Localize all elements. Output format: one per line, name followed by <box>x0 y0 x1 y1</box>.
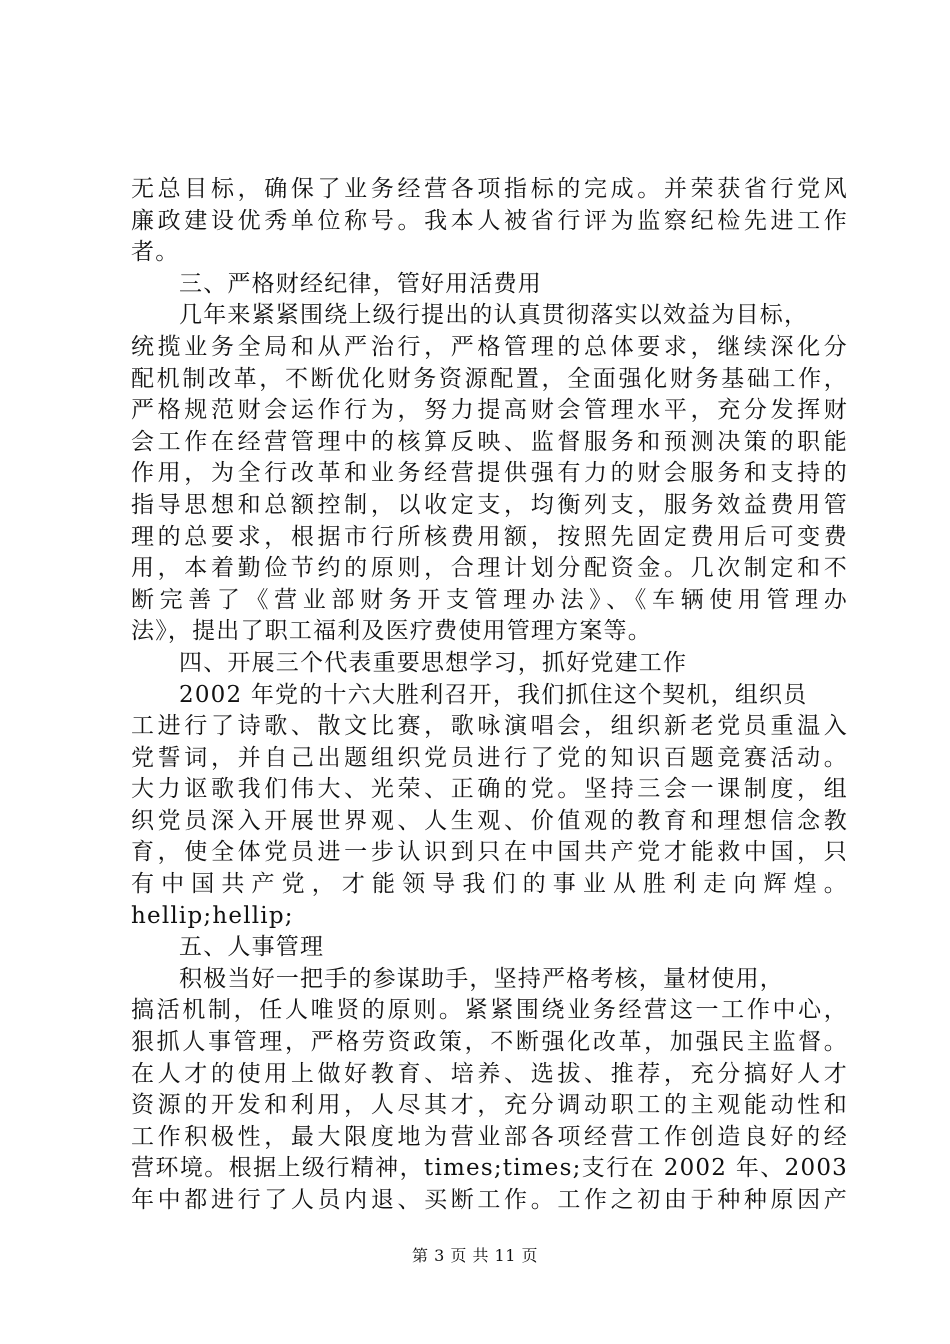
text-line: 用，本着勤俭节约的原则，合理计划分配资金。几次制定和不 <box>131 555 848 582</box>
text-line: 无总目标，确保了业务经营各项指标的完成。并荣获省行党风 <box>131 176 848 202</box>
text-line: 统揽业务全局和从严治行，严格管理的总体要求，继续深化分 <box>131 333 848 360</box>
text-line: 搞活机制，任人唯贤的原则。紧紧围绕业务经营这一工作中心， <box>131 997 848 1024</box>
text-line: 会工作在经营管理中的核算反映、监督服务和预测决策的职能 <box>131 428 848 455</box>
document-body <box>131 174 848 1217</box>
text-line: 作用，为全行改革和业务经营提供强有力的财会服务和支持的 <box>131 460 848 487</box>
text-line: 指导思想和总额控制，以收定支，均衡列支，服务效益费用管 <box>131 491 848 518</box>
text-line: 2002 年党的十六大胜利召开，我们抓住这个契机，组织员 <box>179 681 808 708</box>
text-line: 法》，提出了职工福利及医疗费使用管理方案等。 <box>131 618 652 645</box>
text-line: 几年来紧紧围绕上级行提出的认真贯彻落实以效益为目标， <box>179 302 809 329</box>
text-line: 育，使全体党员进一步认识到只在中国共产党才能救中国，只 <box>131 839 848 866</box>
section-heading-line: 四、开展三个代表重要思想学习，抓好党建工作 <box>179 649 688 676</box>
text-line: 工进行了诗歌、散文比赛，歌咏演唱会，组织新老党员重温入 <box>131 713 848 740</box>
text-line: 资源的开发和利用，人尽其才，充分调动职工的主观能动性和 <box>131 1092 848 1119</box>
text-line: 营环境。根据上级行精神，times;times;支行在 2002 年、2003 <box>131 1155 848 1182</box>
text-line: 年中都进行了人员内退、买断工作。工作之初由于种种原因产 <box>131 1187 848 1213</box>
text-line: 理的总要求，根据市行所核费用额，按照先固定费用后可变费 <box>131 523 848 550</box>
text-line: 工作积极性，最大限度地为营业部各项经营工作创造良好的经 <box>131 1123 848 1150</box>
text-line: 狠抓人事管理，严格劳资政策，不断强化改革，加强民主监督。 <box>131 1029 848 1056</box>
text-line: 织党员深入开展世界观、人生观、价值观的教育和理想信念教 <box>131 807 848 834</box>
text-line: 断完善了《营业部财务开支管理办法》、《车辆使用管理办 <box>131 586 848 613</box>
text-line: 严格规范财会运作行为，努力提高财会管理水平，充分发挥财 <box>131 397 848 424</box>
section-heading-line: 三、严格财经纪律，管好用活费用 <box>179 270 542 297</box>
text-line: 配机制改革，不断优化财务资源配置，全面强化财务基础工作， <box>131 365 848 392</box>
text-line: 党誓词，并自己出题组织党员进行了党的知识百题竞赛活动。 <box>131 744 848 771</box>
page-footer: 第 3 页 共 11 页 <box>412 1246 538 1265</box>
text-line: 积极当好一把手的参谋助手，坚持严格考核，量材使用， <box>179 965 784 992</box>
section-heading-line: 五、人事管理 <box>179 934 325 961</box>
text-line: 者。 <box>131 239 180 266</box>
text-line: 有中国共产党，才能领导我们的事业从胜利走向辉煌。 <box>131 871 848 898</box>
text-line: hellip;hellip; <box>131 902 294 929</box>
text-line: 廉政建设优秀单位称号。我本人被省行评为监察纪检先进工作 <box>131 207 848 234</box>
text-line: 在人才的使用上做好教育、培养、选拔、推荐，充分搞好人才 <box>131 1060 848 1087</box>
text-line: 大力讴歌我们伟大、光荣、正确的党。坚持三会一课制度，组 <box>131 776 848 803</box>
